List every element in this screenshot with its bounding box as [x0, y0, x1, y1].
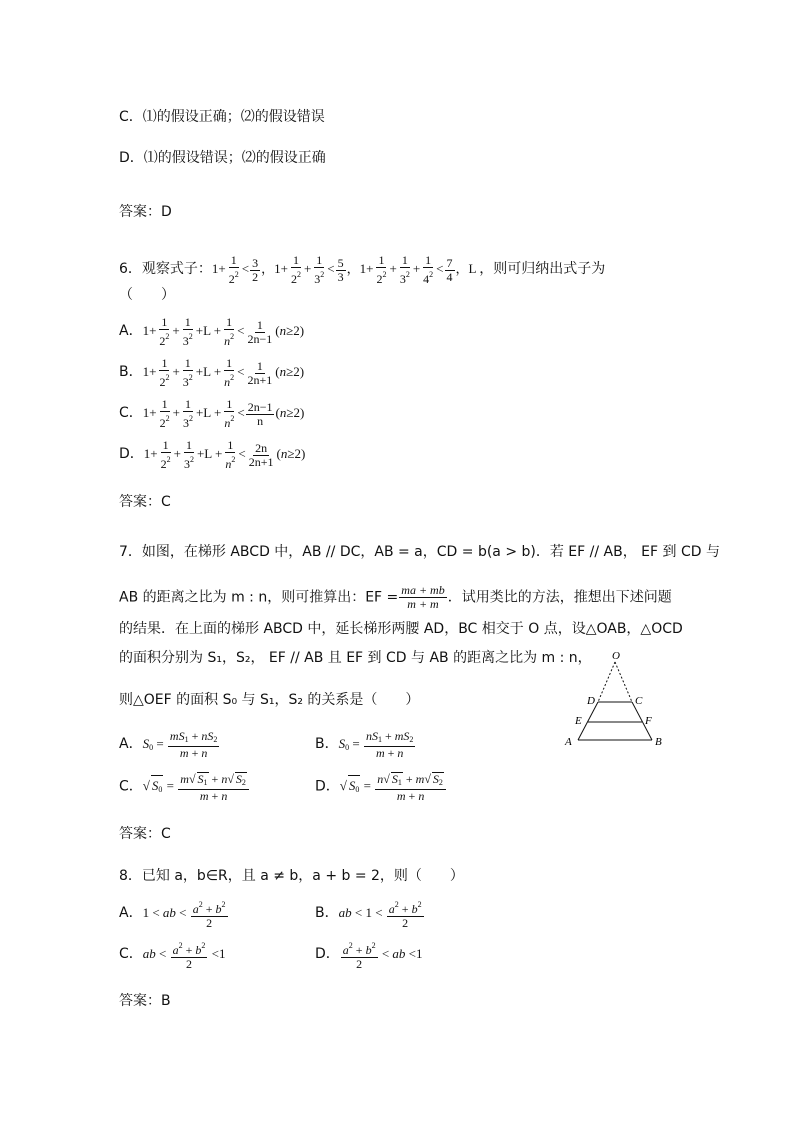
q6-c-rhs-num: 2n−1	[247, 399, 273, 414]
q5-option-c: C．⑴的假设正确；⑵的假设错误	[119, 109, 325, 125]
q8-option-c: C．ab < $\frac{a^2 + b^2}{2}$ <1	[119, 941, 226, 971]
q6-option-d: D．1+ $\frac{1}{2^2}$ + $\frac{1}{3^2}$ +L + $\frac{1}{n^2}$ < $\frac{2n}{2n+1}$ (n≥2)	[119, 438, 306, 471]
q6-b-rhs-num: 1	[256, 358, 263, 373]
label-c: C	[635, 695, 643, 707]
q6-stem-prefix: 6．观察式子：	[119, 260, 212, 277]
q6-option-c: C．1+ $\frac{1}{2^2}$ + $\frac{1}{3^2}$ +L + $\frac{1}{n^2}$ < $\frac{2n-1}{n}$ (n≥2)	[119, 397, 305, 430]
q7-stem-line1: 7．如图，在梯形 ABCD 中，AB // DC，AB = a，CD = b(a > b)．若 EF // AB， EF 到 CD 与	[119, 544, 720, 560]
q6-a-rhs-num: 1	[256, 317, 263, 332]
q7-option-a-label: A．	[119, 735, 143, 752]
q7-stem-line2	[119, 584, 672, 611]
q6-option-label: B．	[119, 363, 143, 380]
q7-option-b: B．$S_0$ = $\frac{nS_1 + mS_2}{m + n}$	[315, 729, 414, 760]
q8-option-b-label: B．	[315, 904, 339, 921]
q5-option-d: D．⑴的假设错误；⑵的假设正确	[119, 150, 326, 166]
label-d: D	[587, 695, 595, 707]
q7-option-c: C．√ $S_0$ = $\frac{m√ S_1 + n√ S_2}{m + n}$	[119, 772, 250, 803]
q6-option-a: A．1+ $\frac{1}{2^2}$ + $\frac{1}{3^2}$ +L + $\frac{1}{n^2}$ < $\frac{1}{2n-1}$ (n≥2)	[119, 315, 305, 348]
q7-stem-line4: 的面积分别为 S₁，S₂， EF // AB 且 EF 到 CD 与 AB 的距离之比为 m : n，	[119, 650, 592, 666]
q6-paren: （ ）	[119, 287, 175, 303]
q8-option-c-label: C．	[119, 945, 143, 962]
q7-formula-num: ma + mb	[401, 583, 445, 597]
q8-stem: 8．已知 a，b∈R，且 a ≠ b，a + b = 2，则（ ）	[119, 868, 464, 884]
q6-d-rhs-den: 2n+1	[248, 454, 274, 469]
q6-c-rhs-den: n	[257, 413, 264, 428]
q8-option-a: A．1 < ab < $\frac{a^2 + b^2}{2}$	[119, 900, 226, 930]
q7-option-d: D．√ $S_0$ = $\frac{n√ S_1 + m√ S_2}{m + n}$	[315, 772, 447, 803]
q7-stem-line5: 则△OEF 的面积 S₀ 与 S₁，S₂ 的关系是（ ）	[119, 692, 420, 708]
q7-option-a: A．$S_0$ = $\frac{mS_1 + nS_2}{m + n}$	[119, 729, 218, 760]
label-f: F	[645, 715, 652, 727]
q8-option-b: B．ab < 1 < $\frac{a^2 + b^2}{2}$	[315, 900, 422, 930]
q8-option-d: D． $\frac{a^2 + b^2}{2}$ < ab <1	[315, 941, 423, 971]
label-b: B	[655, 736, 662, 748]
q8-answer: 答案：B	[119, 993, 171, 1009]
q6-stem	[119, 254, 605, 286]
q7-option-b-label: B．	[315, 735, 339, 752]
q8-option-d-label: D．	[315, 945, 340, 962]
q6-a-rhs-den: 2n−1	[247, 331, 273, 346]
q6-option-b: B．1+ $\frac{1}{2^2}$ + $\frac{1}{3^2}$ +L + $\frac{1}{n^2}$ < $\frac{1}{2n+1}$ (n≥2)	[119, 356, 305, 389]
label-e: E	[575, 715, 582, 727]
q7-formula-den: m + m	[407, 597, 439, 611]
dashed-side-od	[598, 662, 615, 702]
q6-d-rhs-num: 2n	[255, 440, 268, 455]
trapezoid-figure	[560, 650, 670, 750]
q7-answer: 答案：C	[119, 826, 171, 842]
q7-option-c-label: C．	[119, 778, 143, 795]
q6-option-label: C．	[119, 404, 143, 421]
label-o: O	[612, 650, 620, 662]
q5-answer: 答案：D	[119, 204, 172, 220]
q6-stem-formula: 1+ $\frac{1}{2^2}$ < $\frac{3}{2}$ ，1+ $\frac{1}{2^2}$ + $\frac{1}{3^2}$ < $\frac{5}{3}$ ，1+ $\frac{1}{2^2}$ + $\frac{1}{3^2}$ + $\frac{1}{4^2}$ < $\frac{7}{4}$ ，L	[211, 253, 480, 286]
q7-line2-part-b: ．试用类比的方法，推想出下述问题	[447, 589, 672, 606]
q6-option-label: D．	[119, 445, 144, 462]
q6-answer: 答案：C	[119, 494, 171, 510]
q8-option-a-label: A．	[119, 904, 143, 921]
q6-stem-suffix: ，则可归纳出式子为	[479, 260, 606, 277]
dashed-side-oc	[615, 662, 632, 702]
q6-b-rhs-den: 2n+1	[247, 372, 273, 387]
label-a: A	[565, 736, 572, 748]
q7-line2-part-a: AB 的距离之比为 m : n，则可推算出：EF =	[119, 589, 399, 606]
q6-option-label: A．	[119, 322, 143, 339]
q7-stem-line3: 的结果．在上面的梯形 ABCD 中，延长梯形两腰 AD，BC 相交于 O 点，设△OAB，△OCD	[119, 621, 683, 637]
q7-option-d-label: D．	[315, 778, 340, 795]
